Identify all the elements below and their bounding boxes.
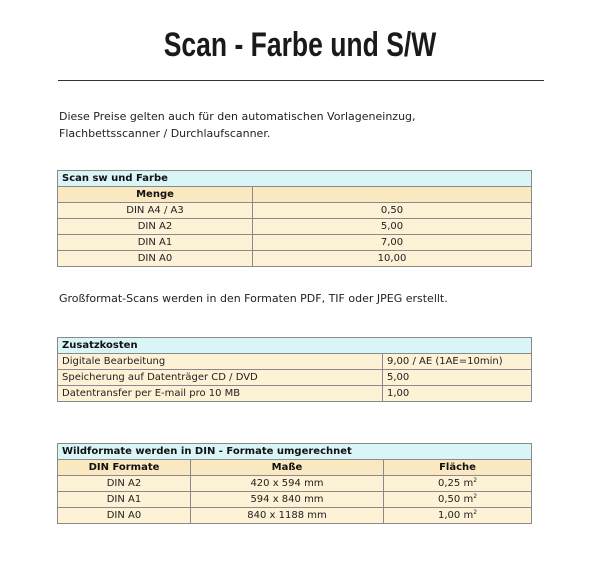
- wild-header-area: Fläche: [384, 460, 532, 476]
- intro-line-2: Flachbettsscanner / Durchlaufscanner.: [59, 127, 271, 140]
- wild-size: 840 x 1188 mm: [191, 508, 384, 524]
- scan-format: DIN A2: [58, 219, 253, 235]
- wild-area-value: 0,50 m: [438, 494, 474, 505]
- wild-area: [384, 492, 532, 508]
- extra-table-caption: Zusatzkosten: [58, 338, 532, 354]
- extra-item: Digitale Bearbeitung: [58, 354, 383, 370]
- scan-price-table: [57, 170, 532, 267]
- table-row: [58, 476, 532, 492]
- scan-header-menge: Menge: [58, 187, 253, 203]
- wild-table-caption: Wildformate werden in DIN - Formate umgerechnet: [58, 444, 532, 460]
- area-unit-exponent: 2: [473, 477, 478, 484]
- table-row: [58, 219, 532, 235]
- wild-area-value: 0,25 m: [438, 478, 474, 489]
- wildformat-table: [57, 443, 532, 524]
- table-row: [58, 203, 532, 219]
- wild-area: [384, 508, 532, 524]
- extra-price: 1,00: [383, 386, 532, 402]
- scan-format: DIN A4 / A3: [58, 203, 253, 219]
- scan-price: 10,00: [253, 251, 532, 267]
- title-divider: [58, 80, 544, 81]
- wild-size: 420 x 594 mm: [191, 476, 384, 492]
- extra-price: 9,00 / AE (1AE=10min): [383, 354, 532, 370]
- table-row: [58, 508, 532, 524]
- area-unit-exponent: 2: [473, 509, 478, 516]
- intro-text: [59, 108, 416, 142]
- wild-format: DIN A2: [58, 476, 191, 492]
- area-unit-exponent: 2: [473, 493, 478, 500]
- wild-area: [384, 476, 532, 492]
- wild-size: 594 x 840 mm: [191, 492, 384, 508]
- wild-header-format: DIN Formate: [58, 460, 191, 476]
- page-title: Scan - Farbe und S/W: [163, 26, 437, 64]
- scan-table-caption: Scan sw und Farbe: [58, 171, 532, 187]
- wild-format: DIN A1: [58, 492, 191, 508]
- intro-line-1: Diese Preise gelten auch für den automatischen Vorlageneinzug,: [59, 110, 416, 123]
- scan-price: 0,50: [253, 203, 532, 219]
- extra-item: Speicherung auf Datenträger CD / DVD: [58, 370, 383, 386]
- table-row: [58, 370, 532, 386]
- extra-price: 5,00: [383, 370, 532, 386]
- table-row: [58, 492, 532, 508]
- scan-format: DIN A0: [58, 251, 253, 267]
- extra-costs-table: [57, 337, 532, 402]
- extra-item: Datentransfer per E-mail pro 10 MB: [58, 386, 383, 402]
- wild-format: DIN A0: [58, 508, 191, 524]
- scan-price: 7,00: [253, 235, 532, 251]
- scan-format: DIN A1: [58, 235, 253, 251]
- table-row: [58, 354, 532, 370]
- wild-area-value: 1,00 m: [438, 510, 474, 521]
- scan-header-price: [253, 187, 532, 203]
- table-row: [58, 235, 532, 251]
- table-row: [58, 386, 532, 402]
- table-row: [58, 251, 532, 267]
- wild-header-size: Maße: [191, 460, 384, 476]
- scan-price: 5,00: [253, 219, 532, 235]
- formats-note: Großformat-Scans werden in den Formaten PDF, TIF oder JPEG erstellt.: [59, 292, 448, 305]
